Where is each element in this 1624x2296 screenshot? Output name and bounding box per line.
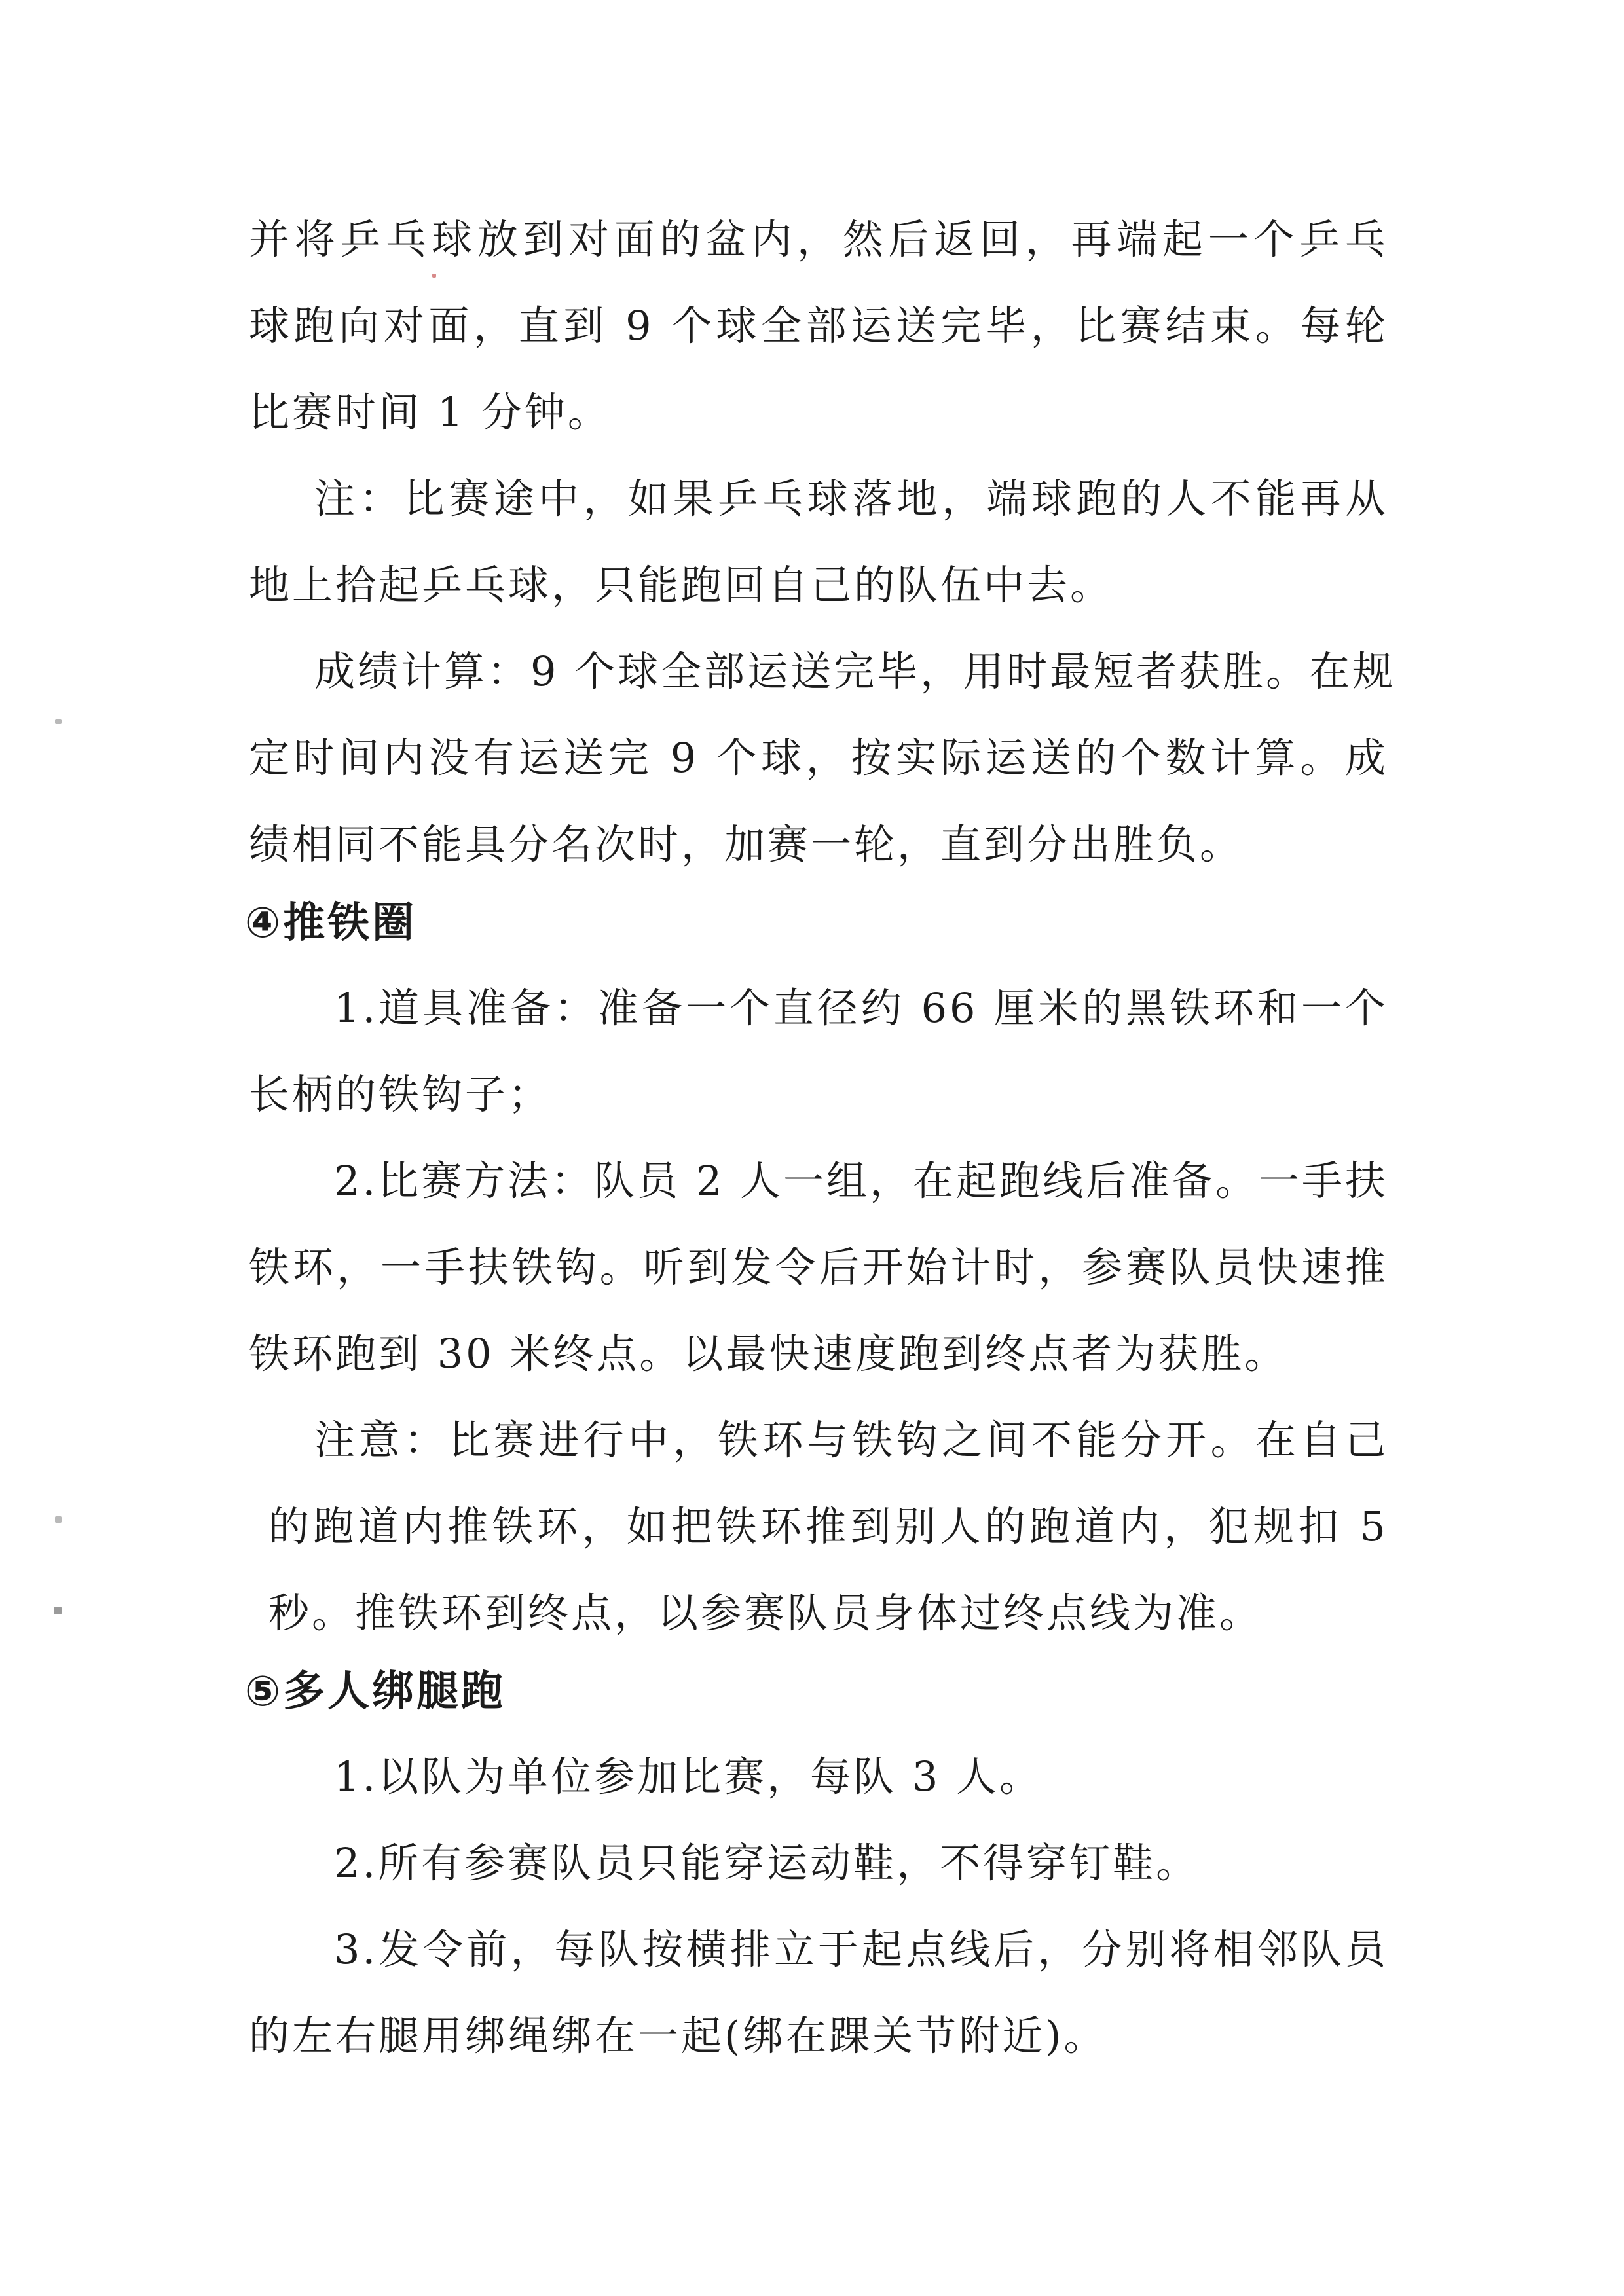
list-item-line: 的左右腿用绑绳绑在一起(绑在踝关节附近)。 [249, 2012, 1107, 2060]
scan-speck [54, 1607, 62, 1614]
list-item-line: 长柄的铁钩子； [249, 1070, 552, 1118]
list-item-line: 3.发令前，每队按横排立于起点线后，分别将相邻队员 [334, 1925, 1388, 1973]
paragraph-line: 比赛时间 1 分钟。 [249, 388, 611, 436]
paragraph-line: 球跑向对面，直到 9 个球全部运送完毕，比赛结束。每轮 [249, 302, 1388, 350]
note-line: 秒。推铁环到终点，以参赛队员身体过终点线为准。 [268, 1589, 1263, 1637]
list-item-line: 铁环，一手扶铁钩。听到发令后开始计时，参赛队员快速推 [249, 1243, 1388, 1291]
scan-speck [432, 274, 436, 278]
note-line: 注：比赛途中，如果乒乓球落地，端球跑的人不能再从 [314, 475, 1388, 522]
section-heading-push-hoop: ④推铁圈 [245, 899, 417, 947]
paragraph-line: 并将乒乓球放到对面的盆内，然后返回，再端起一个乒乓 [249, 215, 1388, 263]
scan-speck [55, 1516, 62, 1523]
list-item-line: 1.道具准备：准备一个直径约 66 厘米的黑铁环和一个 [334, 984, 1388, 1032]
note-line: 的跑道内推铁环，如把铁环推到别人的跑道内，犯规扣 5 [268, 1503, 1388, 1550]
list-item-line: 2.所有参赛队员只能穿运动鞋，不得穿钉鞋。 [334, 1839, 1200, 1887]
note-line: 地上拾起乒乓球，只能跑回自己的队伍中去。 [249, 561, 1114, 609]
scan-speck [55, 719, 62, 724]
list-item-line: 2.比赛方法：队员 2 人一组，在起跑线后准备。一手扶 [334, 1157, 1389, 1205]
scoring-line: 定时间内没有运送完 9 个球，按实际运送的个数计算。成 [249, 734, 1388, 782]
note-line: 注意：比赛进行中，铁环与铁钩之间不能分开。在自己 [314, 1416, 1388, 1464]
list-item-line: 1.以队为单位参加比赛，每队 3 人。 [334, 1753, 1043, 1800]
list-item-line: 铁环跑到 30 米终点。以最快速度跑到终点者为获胜。 [249, 1330, 1288, 1377]
scoring-line: 绩相同不能具分名次时，加赛一轮，直到分出胜负。 [249, 820, 1244, 868]
section-heading-three-legged-race: ⑤多人绑腿跑 [245, 1667, 506, 1716]
scoring-line: 成绩计算：9 个球全部运送完毕，用时最短者获胜。在规 [314, 647, 1396, 695]
